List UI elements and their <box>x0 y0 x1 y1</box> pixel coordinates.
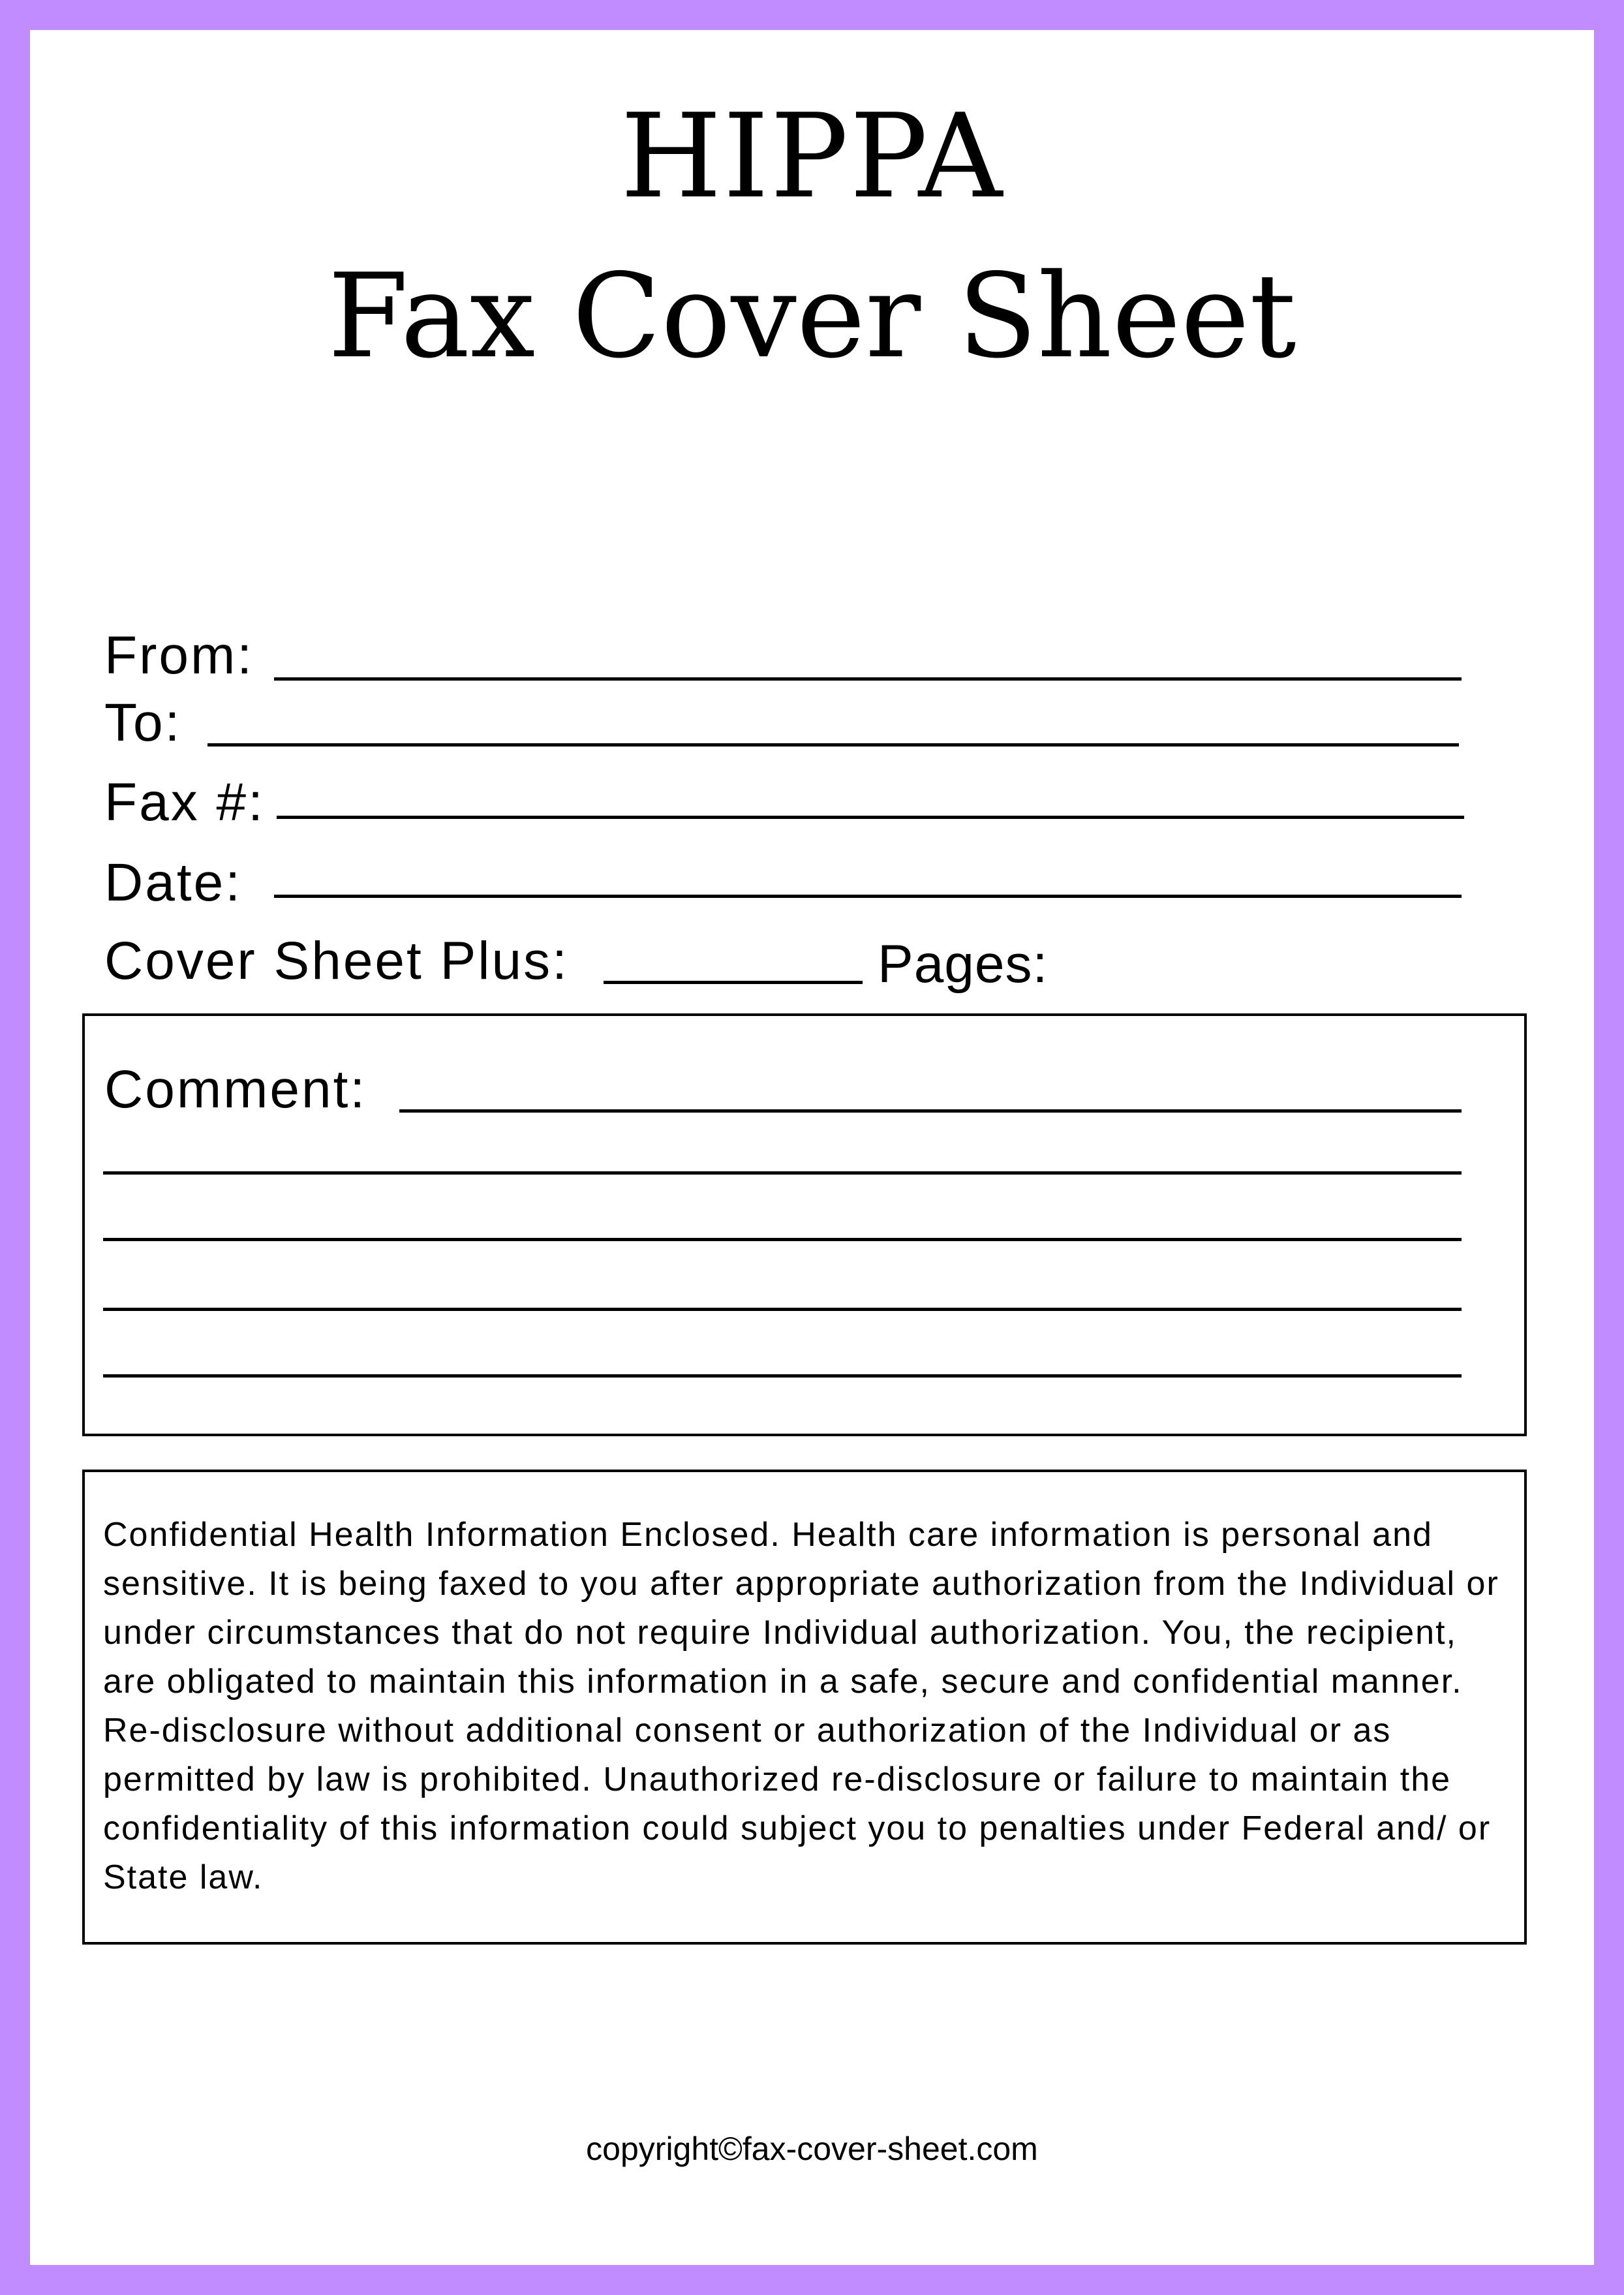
confidentiality-notice-text: Confidential Health Information Enclosed. Health care information is personal and sensitive. It is being faxed to you after appropriate authorization from the Individual or under circumstances that do not require Individual authorization. You, the recipient, are obligated to maintain this information in a safe, secure and confidential manner. Re-disclosure without additional consent or authorization of the Individual or as permitted by law is prohibited. Unauthorized re-disclosure or failure to maintain the confidentiality of this information could subject you to penalties under Federal and/ or State law. <box>103 1516 1499 1896</box>
to-label: To: <box>104 693 182 752</box>
copyright-footer: copyright©fax-cover-sheet.com <box>586 2131 1038 2167</box>
fax-number-field-line[interactable] <box>277 816 1464 819</box>
date-field-line[interactable] <box>274 895 1462 898</box>
comment-label: Comment: <box>104 1060 367 1119</box>
page-count-field-line[interactable] <box>604 981 863 984</box>
comment-line-3[interactable] <box>103 1238 1462 1241</box>
from-field-line[interactable] <box>274 677 1462 681</box>
comment-line-2[interactable] <box>103 1171 1462 1175</box>
comment-line-5[interactable] <box>103 1374 1462 1378</box>
page-subtitle: Fax Cover Sheet <box>328 249 1296 384</box>
fax-number-label: Fax #: <box>104 773 265 832</box>
to-field-line[interactable] <box>207 743 1459 747</box>
cover-sheet-plus-label: Cover Sheet Plus: <box>104 931 569 991</box>
page-title: HIPPA <box>620 89 1004 224</box>
comment-line-1[interactable] <box>399 1109 1462 1113</box>
from-label: From: <box>104 626 254 685</box>
date-label: Date: <box>104 853 242 912</box>
pages-label: Pages: <box>878 934 1049 994</box>
comment-line-4[interactable] <box>103 1308 1462 1311</box>
